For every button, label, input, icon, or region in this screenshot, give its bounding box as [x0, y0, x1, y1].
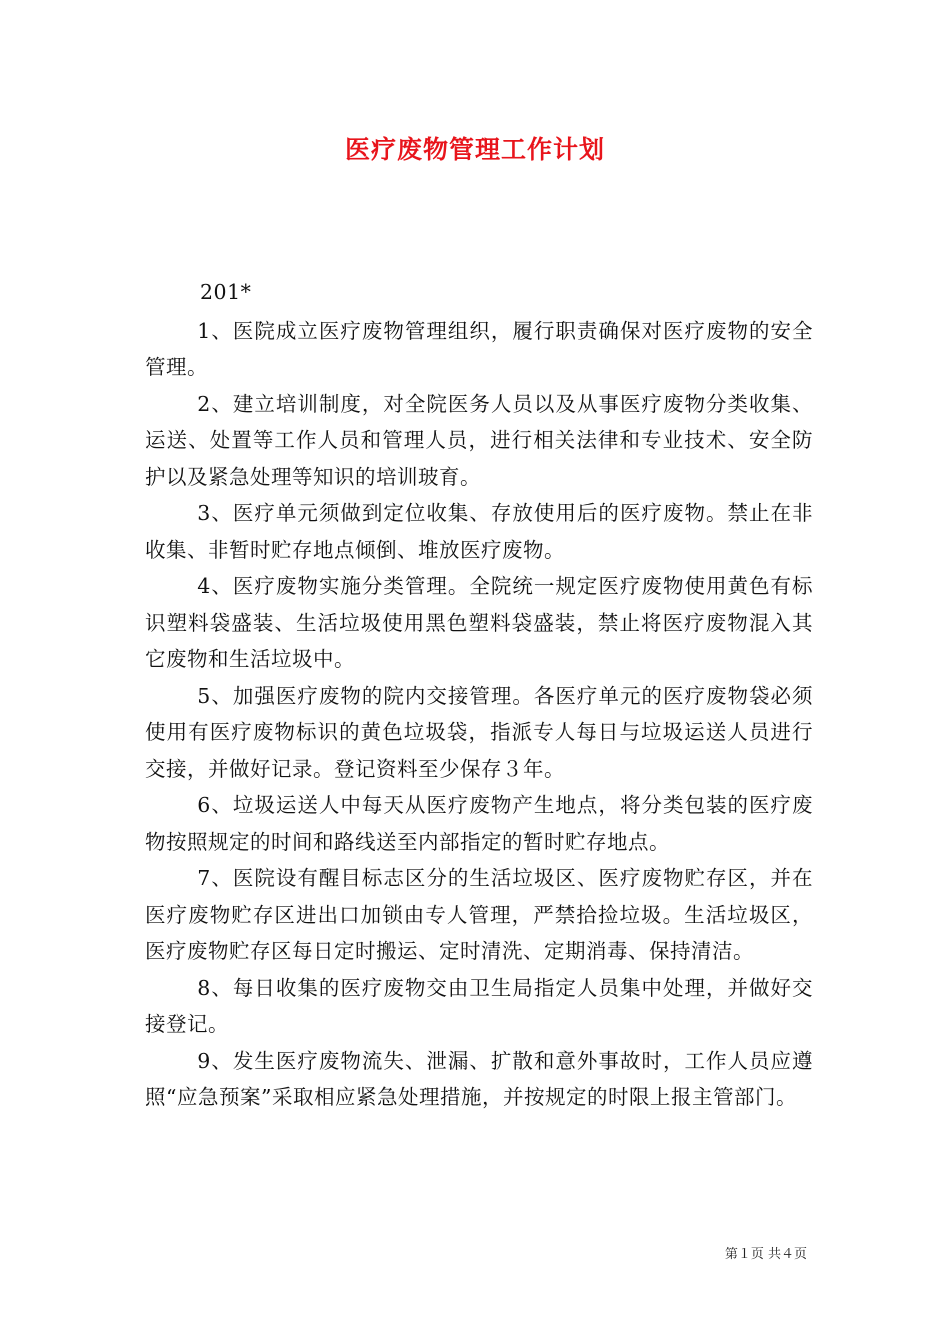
paragraph-8: 8、每日收集的医疗废物交由卫生局指定人员集中处理，并做好交接登记。	[145, 975, 813, 1036]
page-number-footer: 第１页 共４页	[724, 1247, 807, 1262]
document-title: 医疗废物管理工作计划	[344, 135, 605, 164]
paragraph-1: 1、医院成立医疗废物管理组织，履行职责确保对医疗废物的安全管理。	[145, 318, 813, 379]
paragraph-7: 7、医院设有醒目标志区分的生活垃圾区、医疗废物贮存区，并在医疗废物贮存区进出口加锁由专人管理，严禁拾捡垃圾。生活垃圾区，医疗废物贮存区每日定时搬运、定时清洗、定期消毒、保持清洁。	[145, 866, 813, 963]
paragraph-4: 4、医疗废物实施分类管理。全院统一规定医疗废物使用黄色有标识塑料袋盛装、生活垃圾使用黑色塑料袋盛装，禁止将医疗废物混入其它废物和生活垃圾中。	[145, 574, 813, 671]
paragraph-5: 5、加强医疗废物的院内交接管理。各医疗单元的医疗废物袋必须使用有医疗废物标识的黄色垃圾袋，指派专人每日与垃圾运送人员进行交接，并做好记录。登记资料至少保存３年。	[145, 683, 813, 781]
paragraph-3: 3、医疗单元须做到定位收集、存放使用后的医疗废物。禁止在非收集、非暂时贮存地点倾倒、堆放医疗废物。	[145, 501, 813, 562]
paragraph-9: 9、发生医疗废物流失、泄漏、扩散和意外事故时，工作人员应遵照“应急预案”采取相应紧急处理措施，并按规定的时限上报主管部门。	[145, 1048, 813, 1109]
year-line: 201*	[200, 280, 252, 304]
paragraph-6: 6、垃圾运送人中每天从医疗废物产生地点，将分类包装的医疗废物按照规定的时间和路线送至内部指定的暂时贮存地点。	[145, 793, 813, 854]
paragraph-2: 2、建立培训制度，对全院医务人员以及从事医疗废物分类收集、运送、处置等工作人员和管理人员，进行相关法律和专业技术、安全防护以及紧急处理等知识的培训玻育。	[145, 391, 813, 489]
document-body	[145, 274, 813, 1116]
